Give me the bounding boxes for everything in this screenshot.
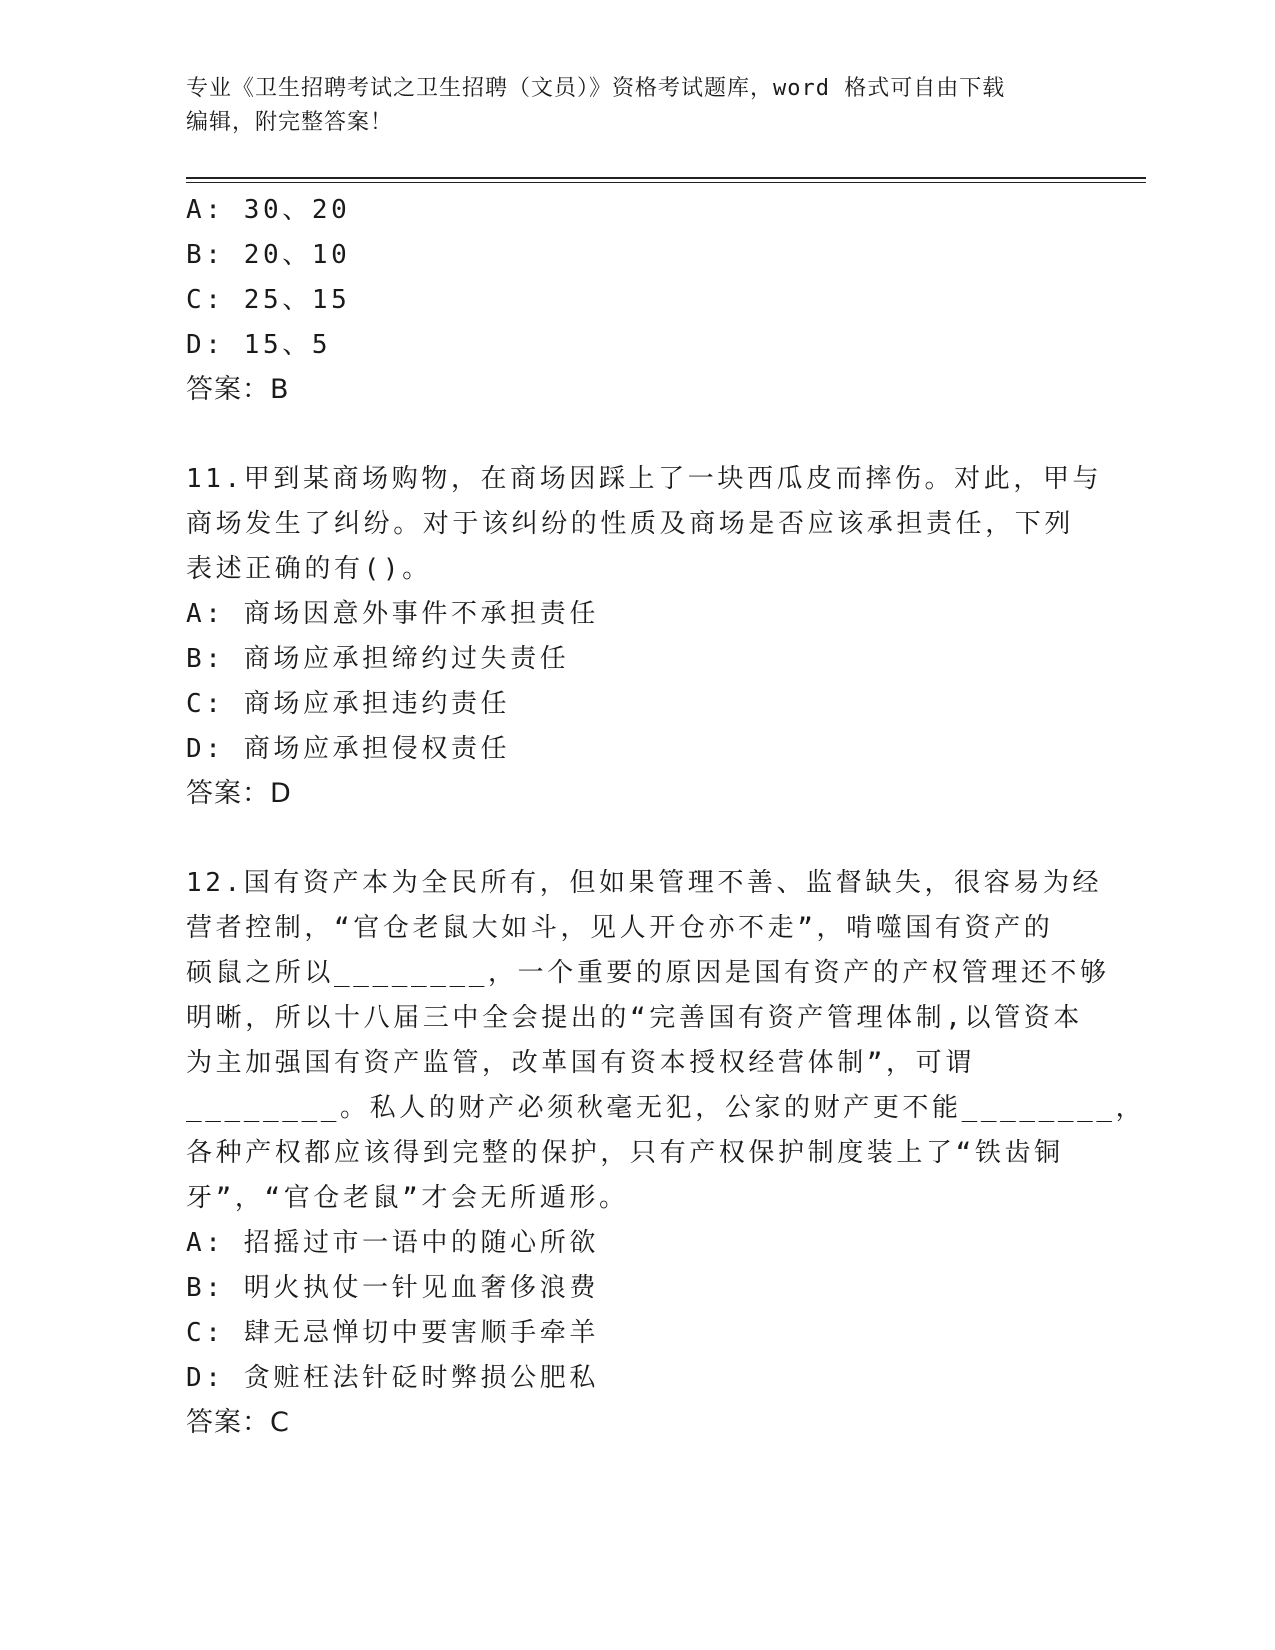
q12-option-c: C: 肆无忌惮切中要害顺手牵羊 <box>186 1318 599 1348</box>
q10-answer: 答案：B <box>186 374 290 405</box>
document-header <box>186 72 1086 140</box>
q12-stem-line-3: 硕鼠之所以________，一个重要的原因是国有资产的产权管理还不够 <box>186 958 1110 988</box>
q12-option-b: B: 明火执仗一针见血奢侈浪费 <box>186 1273 599 1303</box>
q10-option-d: D: 15、5 <box>186 330 332 360</box>
q11-option-c: C: 商场应承担违约责任 <box>186 689 511 719</box>
q12-stem-line-7: 各种产权都应该得到完整的保护，只有产权保护制度装上了“铁齿铜 <box>186 1138 1064 1168</box>
header-line-2: 编辑，附完整答案！ <box>186 110 394 135</box>
q11-option-b: B: 商场应承担缔约过失责任 <box>186 644 570 674</box>
q10-option-b: B: 20、10 <box>186 240 351 270</box>
q12-stem-line-5: 为主加强国有资产监管，改革国有资本授权经营体制”，可谓 <box>186 1048 975 1078</box>
q11-stem-line-3: 表述正确的有()。 <box>186 554 432 584</box>
q10-option-a: A: 30、20 <box>186 195 351 225</box>
q11-stem-line-1: 11.甲到某商场购物，在商场因踩上了一块西瓜皮而摔伤。对此，甲与 <box>186 464 1103 494</box>
q10-option-c: C: 25、15 <box>186 285 351 315</box>
q12-answer: 答案：C <box>186 1407 290 1438</box>
header-line-1: 专业《卫生招聘考试之卫生招聘（文员）》资格考试题库，word 格式可自由下载 <box>186 76 1006 101</box>
q11-stem-line-2: 商场发生了纠纷。对于该纠纷的性质及商场是否应该承担责任，下列 <box>186 509 1075 539</box>
q11-option-d: D: 商场应承担侵权责任 <box>186 734 511 764</box>
q12-stem-line-6: ________。私人的财产必须秋毫无犯，公家的财产更不能________， <box>186 1093 1146 1123</box>
q11-option-a: A: 商场因意外事件不承担责任 <box>186 599 599 629</box>
q12-stem-line-1: 12.国有资产本为全民所有，但如果管理不善、监督缺失，很容易为经 <box>186 868 1103 898</box>
q12-stem-line-4: 明晰，所以十八届三中全会提出的“完善国有资产管理体制,以管资本 <box>186 1003 1083 1033</box>
q12-stem-line-2: 营者控制，“官仓老鼠大如斗，见人开仓亦不走”，啃噬国有资产的 <box>186 913 1054 943</box>
q11-answer: 答案：D <box>186 778 292 809</box>
q12-option-a: A: 招摇过市一语中的随心所欲 <box>186 1228 599 1258</box>
q12-stem-line-8: 牙”，“官仓老鼠”才会无所遁形。 <box>186 1183 629 1213</box>
header-divider-thick <box>186 177 1146 179</box>
q12-option-d: D: 贪赃枉法针砭时弊损公肥私 <box>186 1363 599 1393</box>
header-divider-thin <box>186 182 1146 183</box>
